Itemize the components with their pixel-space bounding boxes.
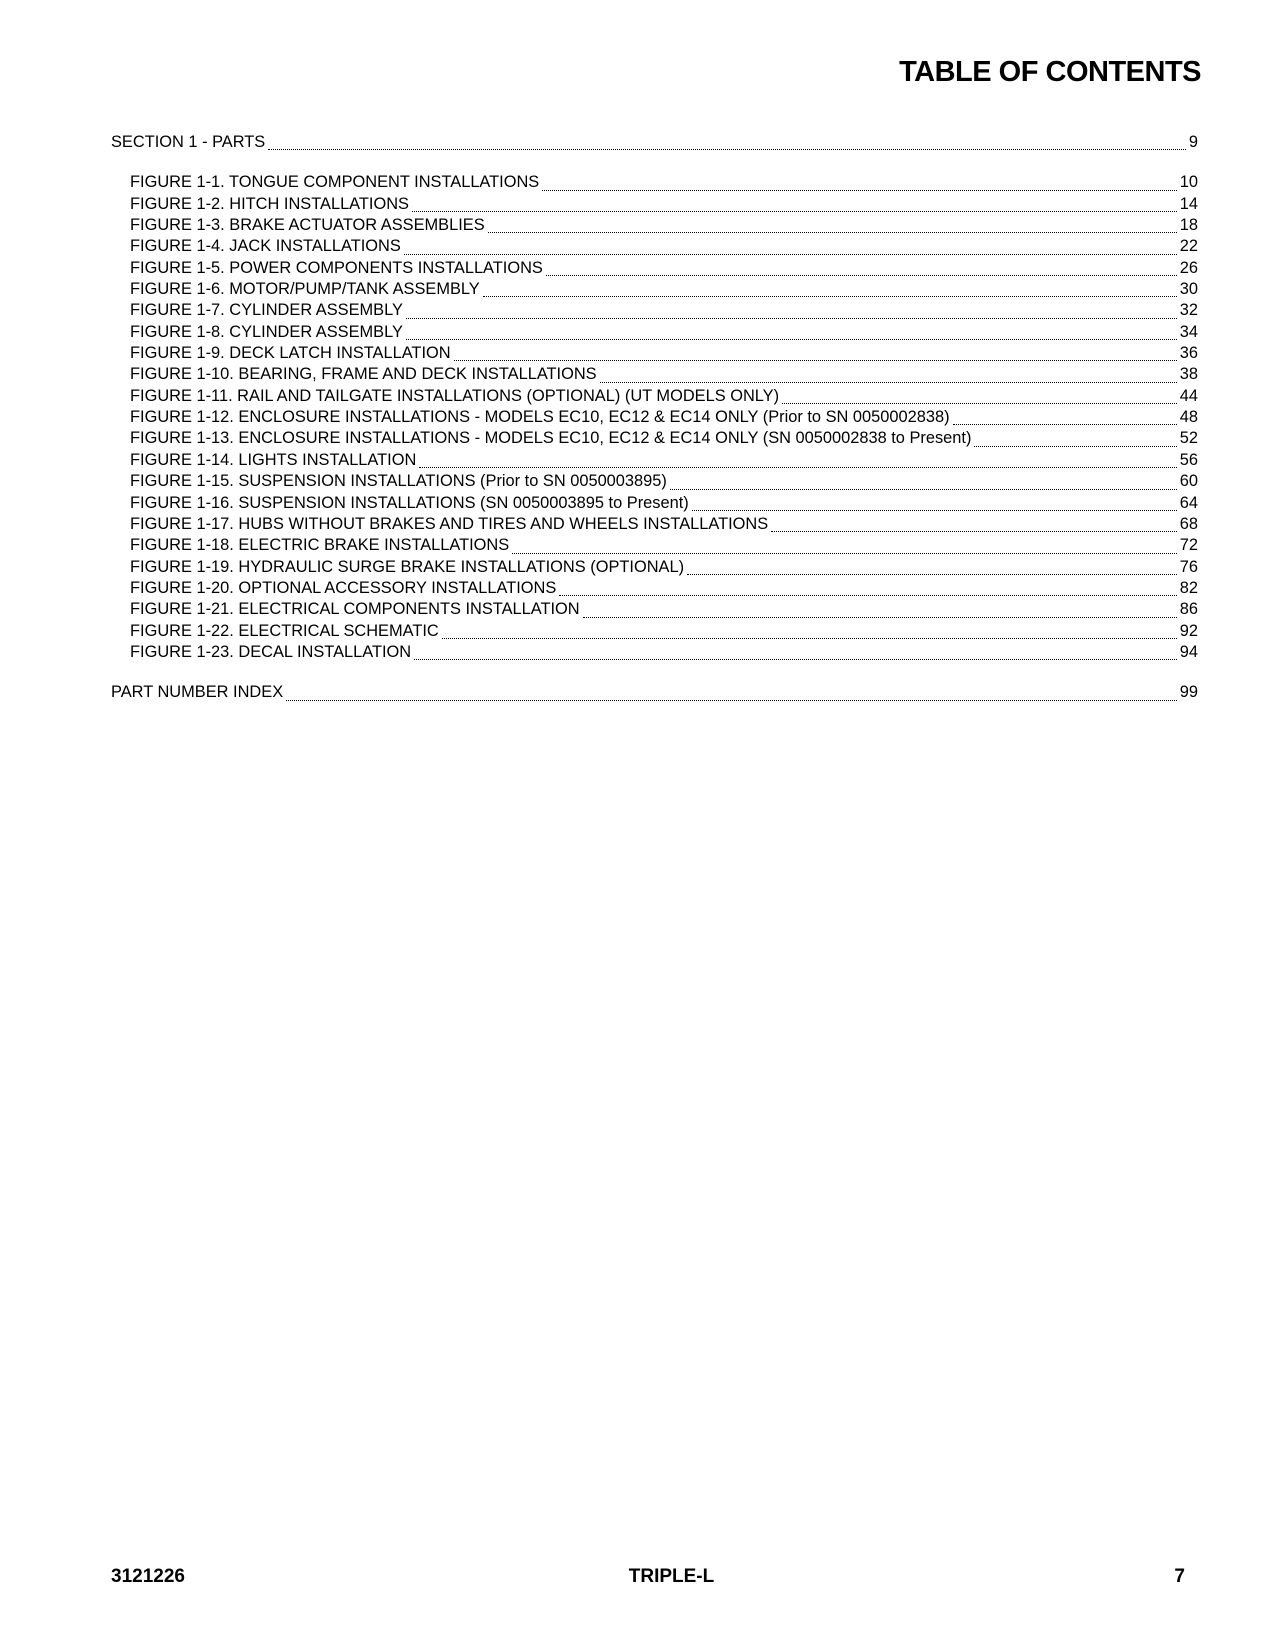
toc-entry-page: 56 [1179, 450, 1198, 469]
toc-entry[interactable] [111, 599, 1198, 620]
toc-entry[interactable] [111, 236, 1198, 257]
toc-entry-page: 30 [1179, 280, 1198, 299]
toc-entry[interactable] [111, 215, 1198, 236]
toc-entry[interactable] [111, 621, 1198, 642]
toc-dot-leader [406, 304, 1177, 319]
toc-entry-title: FIGURE 1-15. SUSPENSION INSTALLATIONS (Prior to SN 0050003895) [130, 472, 667, 491]
toc-entry-page: 26 [1179, 258, 1198, 277]
toc-entry-title: FIGURE 1-21. ELECTRICAL COMPONENTS INSTALLATION [130, 600, 580, 619]
toc-entry[interactable] [111, 258, 1198, 279]
toc-entry-page: 76 [1179, 557, 1198, 576]
toc-entry-page: 44 [1179, 386, 1198, 405]
toc-entry-page: 18 [1179, 216, 1198, 235]
toc-dot-leader [692, 496, 1177, 511]
toc-entry-title: FIGURE 1-14. LIGHTS INSTALLATION [130, 450, 417, 469]
toc-entry-page: 94 [1179, 642, 1198, 661]
toc-entry[interactable] [111, 172, 1198, 193]
toc-entry-page: 86 [1179, 600, 1198, 619]
toc-entry-page: 14 [1179, 194, 1198, 213]
toc-entry-page: 9 [1188, 133, 1198, 151]
toc-entry-title: FIGURE 1-22. ELECTRICAL SCHEMATIC [130, 621, 439, 640]
toc-dot-leader [782, 389, 1177, 404]
toc-dot-leader [286, 686, 1177, 701]
toc-entry-title: FIGURE 1-18. ELECTRIC BRAKE INSTALLATIONS [130, 536, 510, 555]
toc-entry[interactable] [111, 322, 1198, 343]
toc-entry-title: FIGURE 1-6. MOTOR/PUMP/TANK ASSEMBLY [130, 280, 480, 299]
toc-entry-title: FIGURE 1-9. DECK LATCH INSTALLATION [130, 344, 451, 363]
footer-product: TRIPLE-L [628, 1566, 715, 1587]
toc-entry-title: FIGURE 1-17. HUBS WITHOUT BRAKES AND TIRES AND WHEELS INSTALLATIONS [130, 514, 769, 533]
toc-dot-leader [953, 410, 1177, 425]
toc-entry-page: 36 [1179, 344, 1198, 363]
toc-entry-page: 72 [1179, 536, 1198, 555]
toc-entry[interactable] [111, 682, 1198, 703]
toc-entry-page: 64 [1179, 493, 1198, 512]
toc-entry-page: 32 [1179, 301, 1198, 320]
toc-dot-leader [454, 346, 1177, 361]
toc-entry[interactable] [111, 578, 1198, 599]
toc-entry-title: FIGURE 1-16. SUSPENSION INSTALLATIONS (SN 0050003895 to Present) [130, 493, 689, 512]
toc-entry[interactable] [111, 364, 1198, 385]
footer-page-number: 7 [1174, 1566, 1185, 1587]
toc-entry-page: 99 [1179, 683, 1198, 702]
toc-entry[interactable] [111, 428, 1198, 449]
toc-entry[interactable] [111, 450, 1198, 471]
toc-entry-title: PART NUMBER INDEX [111, 683, 284, 702]
toc-entry-title: FIGURE 1-4. JACK INSTALLATIONS [130, 237, 401, 256]
toc-entry[interactable] [111, 343, 1198, 364]
toc-entry-title: FIGURE 1-13. ENCLOSURE INSTALLATIONS - MODELS EC10, EC12 & EC14 ONLY (SN 0050002838 to Present) [130, 429, 972, 448]
toc-entry[interactable] [111, 279, 1198, 300]
toc-entry-title: FIGURE 1-12. ENCLOSURE INSTALLATIONS - MODELS EC10, EC12 & EC14 ONLY (Prior to SN 0050002838) [130, 408, 950, 427]
toc-dot-leader [512, 539, 1177, 554]
toc-dot-leader [404, 240, 1177, 255]
toc-dot-leader [559, 581, 1176, 596]
toc-dot-leader [974, 432, 1176, 447]
toc-dot-leader [670, 475, 1177, 490]
table-of-contents [111, 132, 1198, 704]
toc-dot-leader [268, 135, 1186, 150]
toc-dot-leader [687, 560, 1177, 575]
toc-entry-title: FIGURE 1-1. TONGUE COMPONENT INSTALLATIONS [130, 173, 540, 192]
toc-entry-page: 10 [1179, 173, 1198, 192]
toc-dot-leader [771, 517, 1177, 532]
toc-dot-leader [483, 282, 1177, 297]
toc-entry[interactable] [111, 642, 1198, 663]
toc-dot-leader [406, 325, 1177, 340]
toc-dot-leader [546, 261, 1177, 276]
toc-dot-leader [600, 368, 1177, 383]
toc-entry[interactable] [111, 386, 1198, 407]
toc-dot-leader [442, 624, 1177, 639]
toc-entry-page: 68 [1179, 514, 1198, 533]
toc-entry-title: FIGURE 1-8. CYLINDER ASSEMBLY [130, 322, 403, 341]
toc-entry[interactable] [111, 493, 1198, 514]
toc-entry-title: FIGURE 1-19. HYDRAULIC SURGE BRAKE INSTALLATIONS (OPTIONAL) [130, 557, 685, 576]
toc-entry[interactable] [111, 535, 1198, 556]
toc-entry[interactable] [111, 514, 1198, 535]
toc-entry-title: FIGURE 1-11. RAIL AND TAILGATE INSTALLATIONS (OPTIONAL) (UT MODELS ONLY) [130, 386, 780, 405]
toc-entry[interactable] [111, 407, 1198, 428]
footer-doc-number: 3121226 [111, 1566, 185, 1587]
toc-entry-page: 52 [1179, 429, 1198, 448]
toc-entry-title: SECTION 1 - PARTS [111, 133, 266, 151]
toc-dot-leader [488, 218, 1177, 233]
toc-entry[interactable] [111, 471, 1198, 492]
toc-dot-leader [419, 453, 1176, 468]
toc-entry-title: FIGURE 1-23. DECAL INSTALLATION [130, 642, 412, 661]
toc-entry-page: 48 [1179, 408, 1198, 427]
toc-entry-page: 92 [1179, 621, 1198, 640]
toc-entry[interactable] [111, 557, 1198, 578]
toc-entry-page: 22 [1179, 237, 1198, 256]
toc-entry-title: FIGURE 1-3. BRAKE ACTUATOR ASSEMBLIES [130, 216, 485, 235]
toc-entry-page: 82 [1179, 578, 1198, 597]
toc-entry[interactable] [111, 300, 1198, 321]
page-title: TABLE OF CONTENTS [899, 56, 1201, 88]
toc-dot-leader [583, 603, 1177, 618]
toc-entry[interactable] [111, 132, 1198, 153]
toc-entry-title: FIGURE 1-20. OPTIONAL ACCESSORY INSTALLATIONS [130, 578, 557, 597]
toc-entry-page: 34 [1179, 322, 1198, 341]
toc-entry-page: 60 [1179, 472, 1198, 491]
toc-dot-leader [542, 176, 1177, 191]
toc-entry-page: 38 [1179, 365, 1198, 384]
toc-entry-title: FIGURE 1-2. HITCH INSTALLATIONS [130, 194, 409, 213]
toc-dot-leader [414, 645, 1177, 660]
toc-entry-title: FIGURE 1-10. BEARING, FRAME AND DECK INSTALLATIONS [130, 365, 597, 384]
toc-entry[interactable] [111, 194, 1198, 215]
toc-entry-title: FIGURE 1-5. POWER COMPONENTS INSTALLATIONS [130, 258, 543, 277]
toc-dot-leader [412, 197, 1177, 212]
toc-entry-title: FIGURE 1-7. CYLINDER ASSEMBLY [130, 301, 403, 320]
